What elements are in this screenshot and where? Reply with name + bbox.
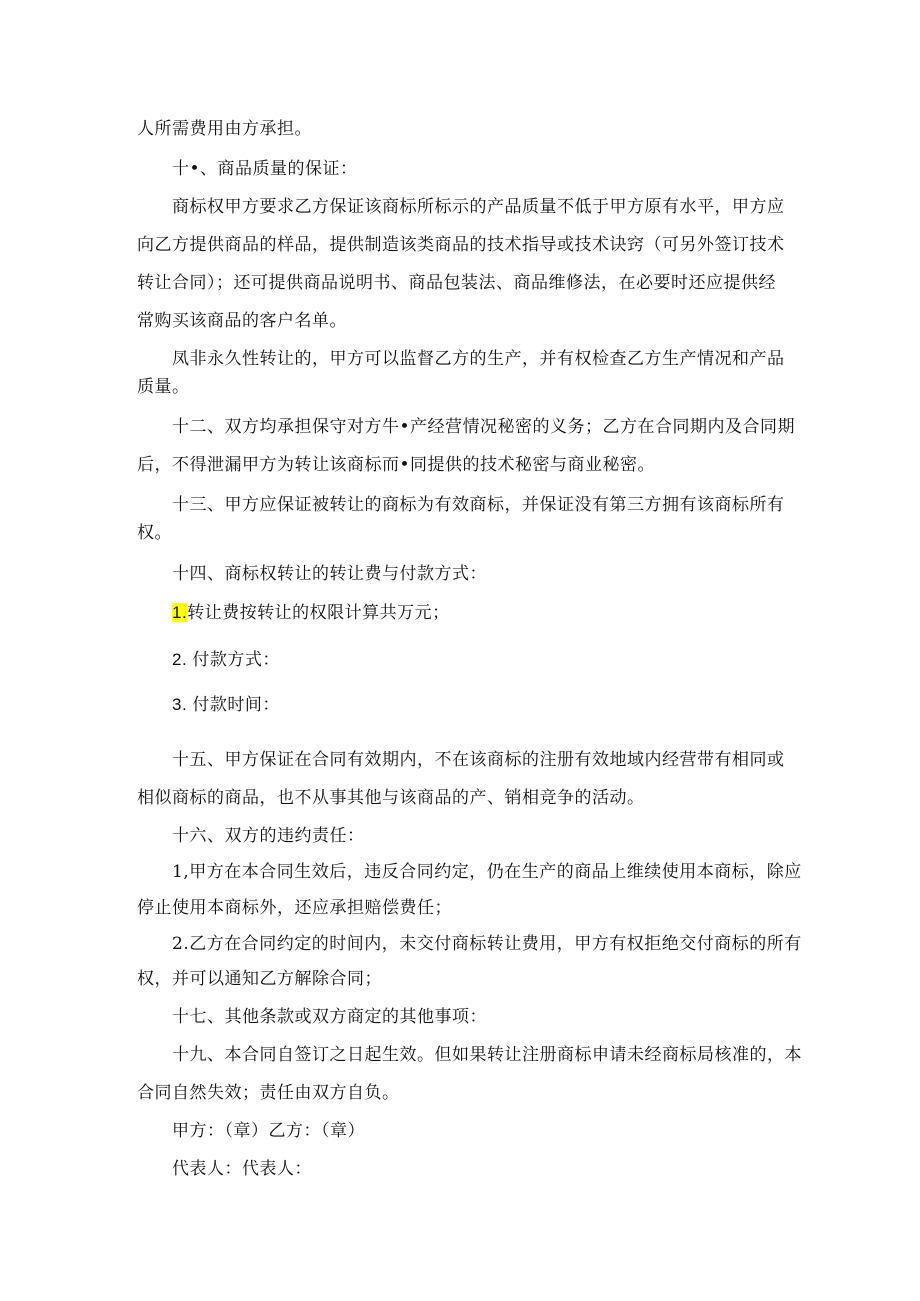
text-line: 十二、双方均承担保守对方牛•产经营情况秘密的义务；乙方在合同期内及合同期 [172, 417, 796, 437]
representative-line: 代表人：代表人： [172, 1159, 312, 1179]
text-line: 向乙方提供商品的样品，提供制造该类商品的技术指导或技术诀窍（可另外签订技术 [137, 235, 785, 255]
list-item: 3. 付款时间： [172, 695, 280, 714]
text-line: 十三、甲方应保证被转让的商标为有效商标，并保证没有第三方拥有该商标所有 [172, 495, 785, 515]
section-heading: 十•、商品质量的保证： [172, 159, 358, 179]
text-line: 十五、甲方保证在合同有效期内，不在该商标的注册有效地域内经营带有相同或 [172, 750, 785, 770]
list-item [172, 601, 450, 625]
text-line: 凤非永久性转让的，甲方可以监督乙方的生产，并有权检查乙方生产情况和产品 [172, 349, 785, 369]
highlighted-number: 1. [172, 603, 188, 622]
text-line: 常购买该商品的客户名单。 [137, 311, 347, 331]
section-heading: 十四、商标权转让的转让费与付款方式： [172, 564, 487, 584]
text-line: 权，并可以通知乙方解除合同； [137, 969, 382, 989]
text-line: 合同自然失效；责任由双方自负。 [137, 1083, 400, 1103]
text-line: 1,甲方在本合同生效后，违反合同约定，仍在生产的商品上维续使用本商标，除应 [172, 862, 802, 882]
list-item: 2. 付款方式： [172, 650, 280, 669]
text-line: 后，不得泄漏甲方为转让该商标而•同提供的技术秘密与商业秘密。 [137, 455, 656, 475]
text-line: 权。 [137, 523, 172, 543]
list-item-text: 转让费按转让的权限计算共万元； [187, 603, 450, 623]
text-line: 商标权甲方要求乙方保证该商标所标示的产品质量不低于甲方原有水平，甲方应 [172, 197, 785, 217]
text-line: 转让合同）；还可提供商品说明书、商品包装法、商品维修法，在必要时还应提供经 [137, 273, 776, 293]
text-line: 停止使用本商标外，还应承担赔偿费任； [137, 898, 452, 918]
text-line: 2.乙方在合同约定的时间内，未交付商标转让费用，甲方有权拒绝交付商标的所有 [172, 934, 802, 954]
text-line: 十九、本合同自签订之日起生效。但如果转让注册商标申请未经商标局核准的，本 [172, 1045, 802, 1065]
text-line: 质量。 [137, 377, 190, 397]
section-heading: 十六、双方的违约责任： [172, 826, 365, 846]
section-heading: 十七、其他条款或双方商定的其他事项： [172, 1007, 487, 1027]
text-line: 人所需费用由方承担。 [137, 119, 312, 139]
signature-line: 甲方：（章）乙方：（章） [172, 1121, 365, 1141]
text-line: 相似商标的商品，也不从事其他与该商品的产、销相竞争的活动。 [137, 788, 645, 808]
